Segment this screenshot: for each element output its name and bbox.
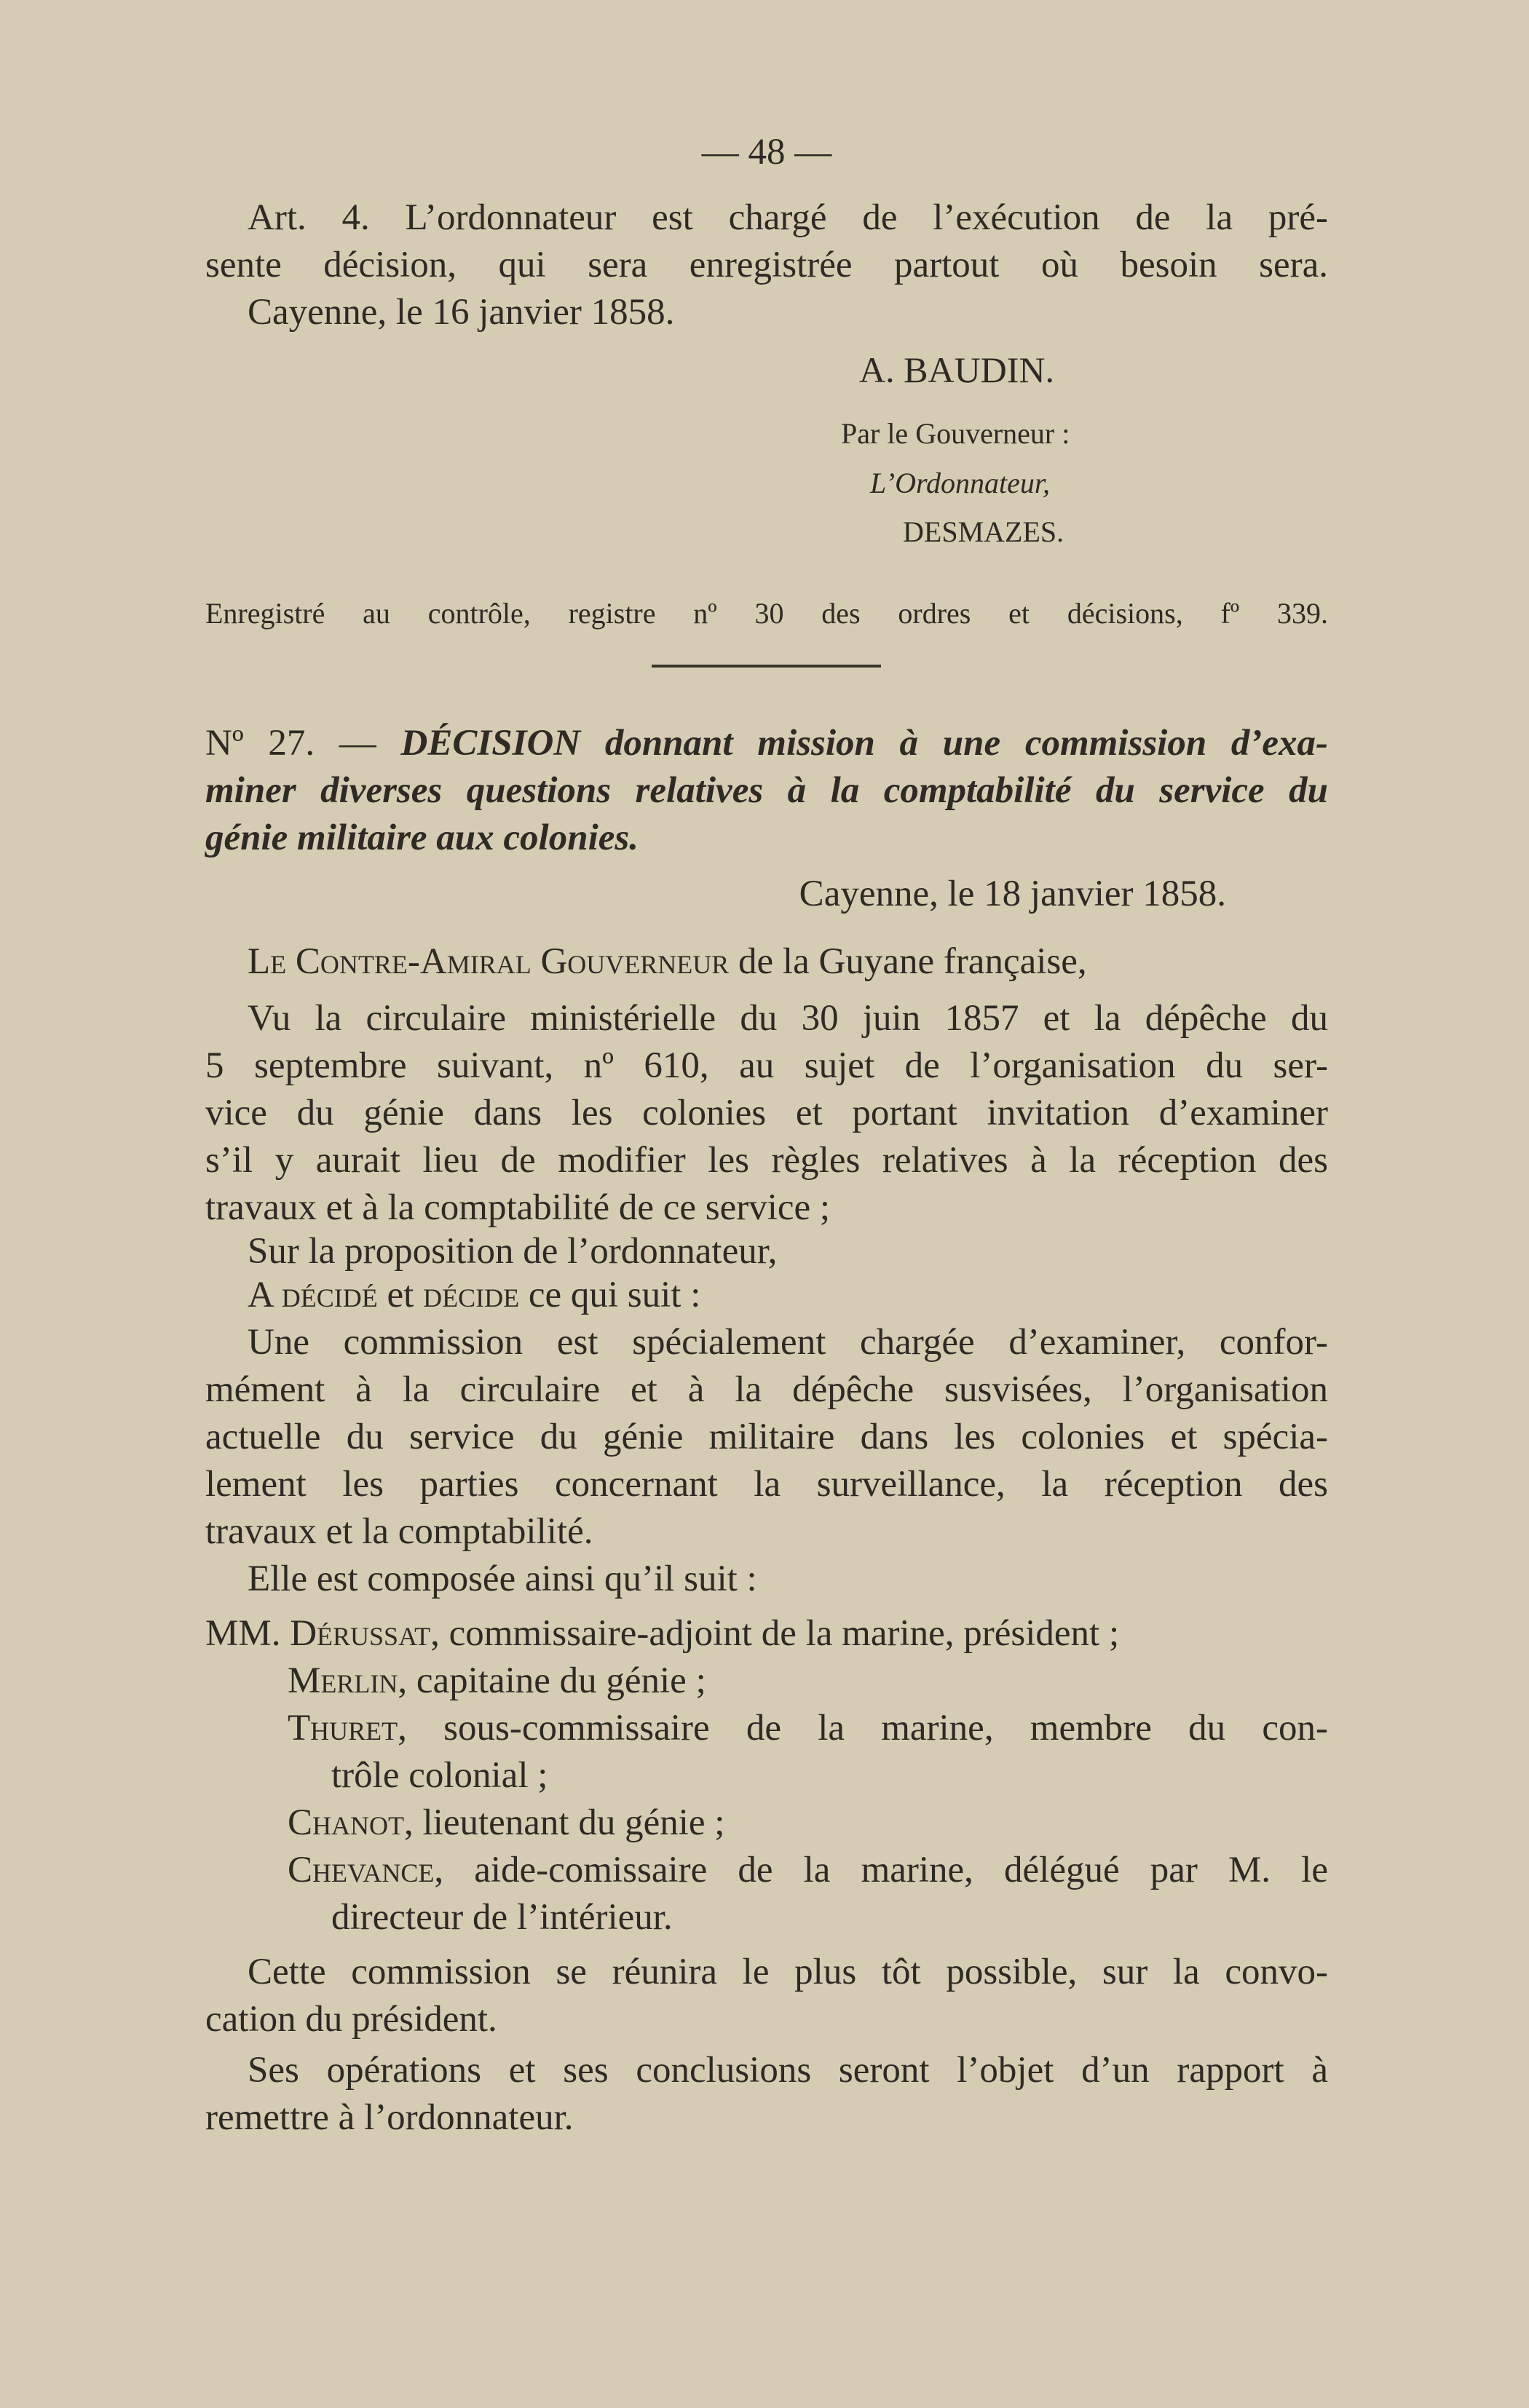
decision-number: Nº 27. — — [205, 723, 376, 764]
member-thuret-cont: trôle colonial ; — [331, 1755, 548, 1796]
decision-title-start: DÉCISION donnant mission à une commission d’exa- — [400, 723, 1329, 764]
decide-word-2: décide — [423, 1275, 520, 1315]
member-chanot — [288, 1800, 1328, 1845]
decision-title-line-3: génie militaire aux colonies. — [205, 817, 639, 858]
meeting-line-2: cation du président. — [205, 1999, 497, 2040]
commission-line-4: lement les parties concernant la surveillance, la réception des — [205, 1464, 1328, 1505]
signature-signer: DESMAZES. — [903, 515, 1064, 548]
composed-line: Elle est composée ainsi qu’il suit : — [248, 1559, 757, 1599]
decision-date: Cayenne, le 18 janvier 1858. — [799, 874, 1226, 914]
page-number: — 48 — — [701, 132, 832, 173]
vu-line-2: 5 septembre suivant, nº 610, au sujet de l’organisation du ser- — [205, 1045, 1328, 1086]
commission-line-2: mément à la circulaire et à la dépêche susvisées, l’organisation — [205, 1369, 1328, 1410]
commission-line-3: actuelle du service du génie militaire dans les colonies et spécia- — [205, 1417, 1328, 1457]
decide-word-1: décidé — [281, 1275, 378, 1315]
article-4-line-1: Art. 4. L’ordonnateur est chargé de l’exécution de la pré- — [248, 197, 1328, 238]
member-role: , lieutenant du génie ; — [404, 1802, 725, 1843]
vu-line-5: travaux et à la comptabilité de ce service ; — [205, 1187, 831, 1228]
member-derussat — [205, 1611, 1328, 1656]
governor-rest: de la Guyane française, — [729, 941, 1087, 982]
member-role: , aide-comissaire de la marine, délégué par M. le — [434, 1850, 1328, 1890]
decide-mid: et — [377, 1275, 424, 1315]
decide-line — [248, 1272, 1328, 1318]
member-prefix: MM. — [205, 1613, 291, 1654]
report-line-2: remettre à l’ordonnateur. — [205, 2097, 574, 2138]
governor-line — [248, 939, 1328, 984]
decision-title-line-2: miner diverses questions relatives à la comptabilité du service du — [205, 770, 1328, 811]
member-name: Chanot — [288, 1802, 404, 1843]
member-name: Merlin — [288, 1660, 398, 1701]
member-chevance-cont: directeur de l’intérieur. — [331, 1897, 673, 1938]
member-thuret — [288, 1706, 1328, 1751]
member-role: , capitaine du génie ; — [398, 1660, 706, 1701]
member-role: , commissaire-adjoint de la marine, président ; — [430, 1613, 1120, 1654]
vu-line-4: s’il y aurait lieu de modifier les règles relatives à la réception des — [205, 1140, 1328, 1181]
member-name: Dérussat — [290, 1613, 431, 1654]
vu-line-3: vice du génie dans les colonies et portant invitation d’examiner — [205, 1093, 1328, 1133]
section-divider — [652, 665, 881, 668]
signature-name: A. BAUDIN. — [859, 349, 1055, 390]
governor-title: Le Contre-Amiral Gouverneur — [248, 941, 730, 982]
report-line-1: Ses opérations et ses conclusions seront l’objet d’un rapport à — [248, 2050, 1328, 2091]
decide-end: ce qui suit : — [519, 1275, 701, 1315]
member-name: Thuret — [288, 1708, 398, 1748]
member-name: Chevance — [288, 1850, 435, 1890]
decision-title-line-1 — [205, 721, 1328, 766]
member-role: , sous-commissaire de la marine, membre du con- — [398, 1708, 1328, 1748]
decide-a: A — [248, 1275, 282, 1315]
proposition-line: Sur la proposition de l’ordonnateur, — [248, 1231, 778, 1272]
article-4-date: Cayenne, le 16 janvier 1858. — [248, 292, 675, 333]
article-4-line-2: sente décision, qui sera enregistrée partout où besoin sera. — [205, 245, 1328, 285]
commission-line-1: Une commission est spécialement chargée d’examiner, confor- — [248, 1322, 1328, 1363]
meeting-line-1: Cette commission se réunira le plus tôt possible, sur la convo- — [248, 1952, 1328, 1992]
signature-role: L’Ordonnateur, — [870, 467, 1051, 499]
commission-line-5: travaux et la comptabilité. — [205, 1511, 593, 1552]
member-merlin — [288, 1658, 1328, 1703]
signature-by: Par le Gouverneur : — [841, 417, 1070, 450]
vu-line-1: Vu la circulaire ministérielle du 30 juin 1857 et la dépêche du — [248, 998, 1328, 1039]
member-chevance — [288, 1847, 1328, 1893]
registration-note: Enregistré au contrôle, registre nº 30 des ordres et décisions, fº 339. — [205, 597, 1328, 630]
